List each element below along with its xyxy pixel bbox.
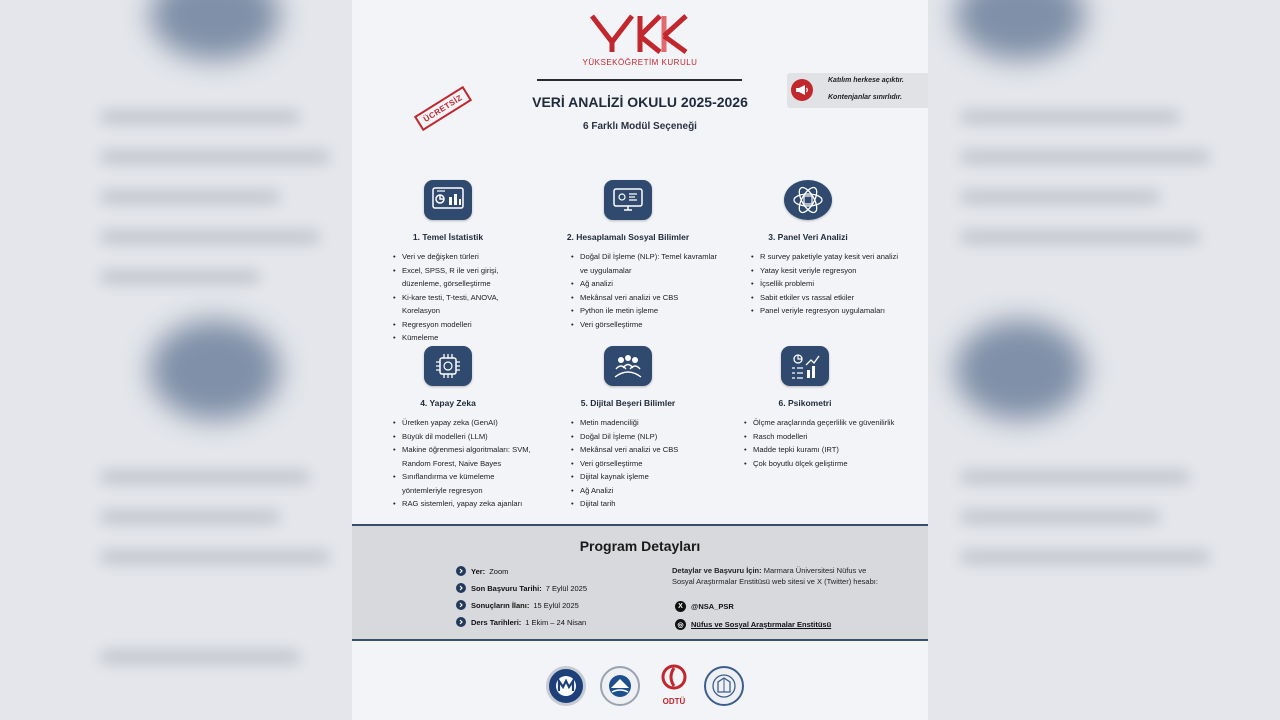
page-title: VERİ ANALİZİ OKULU 2025-2026 — [532, 94, 748, 110]
list-item: • Metin madenciliği — [568, 416, 718, 430]
istanbul-university-logo — [704, 666, 744, 706]
list-item: • Python ile metin işleme — [568, 304, 718, 318]
module-title: 4. Yapay Zeka — [420, 398, 476, 408]
university-logos — [352, 662, 928, 710]
module-title: 6. Psikometri — [778, 398, 832, 408]
list-item: • Makine öğrenmesi algoritmaları: SVM, Random Forest, Naive Bayes — [390, 443, 538, 470]
atom-analysis-icon — [784, 180, 832, 220]
module-yapay-zeka — [358, 346, 538, 511]
marmara-logo — [546, 666, 586, 706]
apply-info — [672, 566, 887, 587]
list-item: • Veri görselleştirme — [568, 457, 718, 471]
list-item: • Büyük dil modelleri (LLM) — [390, 430, 538, 444]
odtu-logo — [654, 664, 694, 704]
list-item: • Üretken yapay zeka (GenAI) — [390, 416, 538, 430]
page-subtitle: 6 Farklı Modül Seçeneği — [583, 121, 697, 132]
globe-icon: ◎ — [675, 619, 686, 630]
list-item: • Panel veriyle regresyon uygulamaları — [748, 304, 898, 318]
detail-row-deadline: Son Başvuru Tarihi: 7 Eylül 2025 — [456, 583, 587, 593]
chevron-right-icon — [456, 617, 466, 627]
list-item: • Sınıflandırma ve kümeleme yöntemleriyle regresyon — [390, 470, 538, 497]
list-item: • Mekânsal veri analizi ve CBS — [568, 443, 718, 457]
program-heading: Program Detayları — [579, 538, 701, 554]
list-item: • Kümeleme — [390, 331, 538, 345]
module-dijital-beseri-bilimler — [538, 346, 718, 511]
notice-line-2: Kontenjanlar sınırlıdır. — [828, 94, 902, 101]
chevron-right-icon — [456, 600, 466, 610]
list-item: • İçsellik problemi — [748, 277, 898, 291]
list-item: • Excel, SPSS, R ile veri girişi, düzenleme, görselleştirme — [390, 264, 538, 291]
list-item: • Sabit etkiler vs rassal etkiler — [748, 291, 898, 305]
yok-logo — [352, 12, 928, 67]
list-item: • Rasch modelleri — [741, 430, 915, 444]
module-temel-istatistik — [358, 180, 538, 345]
yok-emblem-icon — [588, 12, 692, 56]
module-hesaplamali-sosyal-bilimler — [538, 180, 718, 331]
website-link[interactable]: ◎ Nüfus ve Sosyal Araştırmalar Enstitüsü — [675, 619, 831, 630]
module-title: 5. Dijital Beşeri Bilimler — [580, 398, 676, 408]
list-item: • Madde tepki kuramı (IRT) — [741, 443, 915, 457]
bogazici-logo — [600, 666, 640, 706]
list-item: • Dijital tarih — [568, 497, 718, 511]
list-item: • Doğal Dil İşleme (NLP): Temel kavramlar ve uygulamalar — [568, 250, 718, 277]
module-psikometri — [715, 346, 895, 470]
list-item: • Dijital kaynak işleme — [568, 470, 718, 484]
list-item: • Regresyon modelleri — [390, 318, 538, 332]
ai-chip-icon — [424, 346, 472, 386]
free-stamp: ÜCRETSİZ — [414, 86, 472, 131]
people-network-icon — [604, 346, 652, 386]
module-panel-veri-analizi — [718, 180, 898, 318]
list-item: • Ki-kare testi, T-testi, ANOVA, Korelasyon — [390, 291, 538, 318]
detail-row-results: Sonuçların İlanı: 15 Eylül 2025 — [456, 600, 579, 610]
checklist-chart-icon — [781, 346, 829, 386]
program-details — [352, 524, 928, 641]
module-title: 1. Temel İstatistik — [412, 232, 484, 242]
divider — [537, 79, 742, 81]
notice-line-1: Katılım herkese açıktır. — [828, 77, 904, 84]
list-item: • RAG sistemleri, yapay zeka ajanları — [390, 497, 538, 511]
notice-box — [787, 73, 928, 108]
list-item: • Doğal Dil İşleme (NLP) — [568, 430, 718, 444]
chevron-right-icon — [456, 566, 466, 576]
odtu-label: ODTÜ — [662, 697, 686, 706]
apply-label: Detaylar ve Başvuru İçin: — [672, 566, 762, 575]
x-logo-icon: X — [675, 601, 686, 612]
list-item: • Veri ve değişken türleri — [390, 250, 538, 264]
module-title: 3. Panel Veri Analizi — [768, 232, 848, 242]
module-title: 2. Hesaplamalı Sosyal Bilimler — [566, 232, 690, 242]
computer-analytics-icon — [604, 180, 652, 220]
x-handle[interactable]: X @NSA_PSR — [675, 601, 734, 612]
poster — [352, 0, 928, 720]
detail-row-dates: Ders Tarihleri: 1 Ekim – 24 Nisan — [456, 617, 586, 627]
list-item: • Çok boyutlu ölçek geliştirme — [741, 457, 915, 471]
chevron-right-icon — [456, 583, 466, 593]
list-item: • Ölçme araçlarında geçerlilik ve güvenilirlik — [741, 416, 915, 430]
list-item: • Yatay kesit veriyle regresyon — [748, 264, 898, 278]
org-name: YÜKSEKÖĞRETİM KURULU — [582, 58, 698, 67]
apply-text: Marmara Üniversitesi Nüfus ve Sosyal Araştırmalar Enstitüsü web sitesi ve X (Twitter) hesabı: — [672, 566, 878, 586]
list-item: • Ağ Analizi — [568, 484, 718, 498]
list-item: • Ağ analizi — [568, 277, 718, 291]
list-item: • Mekânsal veri analizi ve CBS — [568, 291, 718, 305]
megaphone-icon — [791, 79, 813, 101]
presentation-chart-icon — [424, 180, 472, 220]
detail-row-location: Yer: Zoom — [456, 566, 508, 576]
list-item: • Veri görselleştirme — [568, 318, 718, 332]
list-item: • R survey paketiyle yatay kesit veri analizi — [748, 250, 898, 264]
